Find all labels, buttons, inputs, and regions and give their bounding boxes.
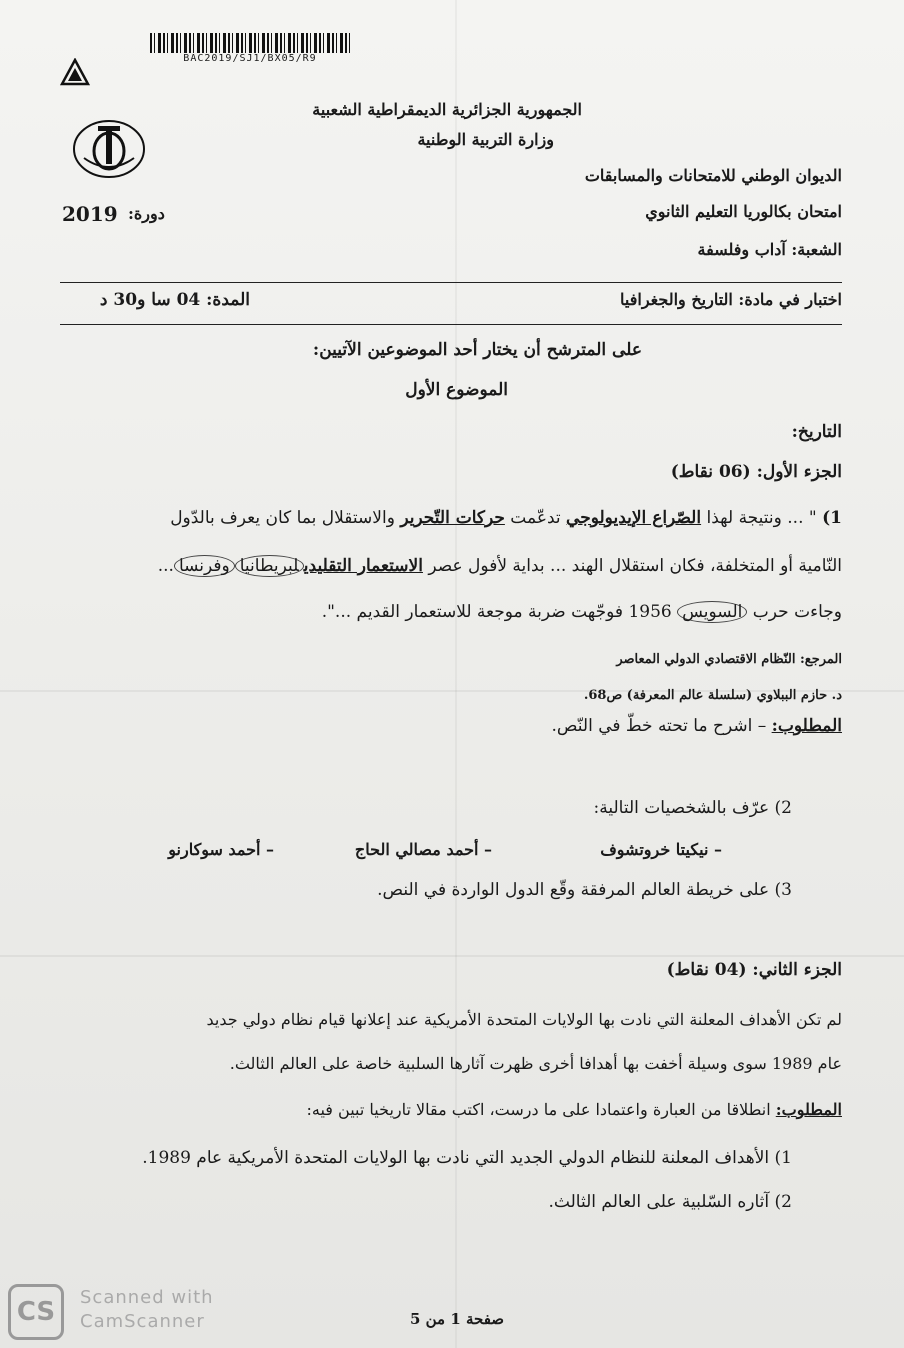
- circled-place: السويس: [677, 601, 747, 623]
- branch: الشعبة: آداب وفلسفة: [697, 240, 842, 259]
- reference-author: د. حازم الببلاوي (سلسلة عالم المعرفة) ص68.: [583, 688, 842, 703]
- underlined-term: الصّراع الإيديولوجي: [566, 508, 702, 528]
- person-sukarno: – أحمد سوكارنو: [168, 840, 274, 859]
- session-year: 2019: [62, 202, 118, 226]
- divider: [60, 324, 842, 325]
- part1-title: الجزء الأول: (06 نقاط): [670, 462, 842, 482]
- circled-country: لبريطانيا: [235, 555, 304, 577]
- duration-value: 04 سا و30 د: [99, 290, 201, 310]
- text-segment: والاستقلال بما كان يعرف بالدّول: [170, 508, 401, 528]
- ministry-emblem-icon: [70, 118, 148, 180]
- scanner-line-1: Scanned with: [80, 1287, 214, 1308]
- person-messali-hadj: – أحمد مصالي الحاج: [354, 840, 492, 859]
- text-segment: " ... ونتيجة لهذا: [701, 508, 817, 528]
- session-label: دورة:: [128, 204, 165, 223]
- part2-title: الجزء الثاني: (04 نقاط): [666, 960, 842, 980]
- page-number: صفحة 1 من 5: [409, 1310, 505, 1328]
- history-title: التاريخ:: [791, 422, 842, 442]
- text-segment: وجاءت حرب: [747, 602, 842, 622]
- required-text: انطلاقا من العبارة واعتمادا على ما درست، اكتب مقالا تاريخيا تبين فيه:: [306, 1100, 776, 1119]
- choose-instruction: على المترشح أن يختار أحد الموضوعين الآتيين:: [312, 340, 642, 360]
- fold-line: [0, 955, 904, 957]
- text-segment: النّامية أو المتخلفة، فكان استقلال الهند ... بداية لأفول عصر: [422, 556, 842, 576]
- text-line-3: [60, 602, 842, 622]
- required-label: المطلوب:: [771, 716, 842, 736]
- subject: اختبار في مادة: التاريخ والجغرافيا: [620, 290, 842, 309]
- barcode-text: BAC2019/SJ1/BX05/R9: [183, 53, 317, 64]
- part2-text-line-1: لم تكن الأهداف المعلنة التي نادت بها الولايات المتحدة الأمريكية عند إعلانها قيام نظام دولي جديد: [206, 1010, 842, 1029]
- exam-name: امتحان بكالوريا التعليم الثانوي: [645, 202, 842, 221]
- republic-name: الجمهورية الجزائرية الديمقراطية الشعبية: [312, 100, 582, 119]
- barcode: [150, 33, 350, 53]
- required-text: – اشرح ما تحته خطّ في النّص.: [551, 716, 772, 736]
- duration: [60, 290, 250, 310]
- question-3: 3) على خريطة العالم المرفقة وقّع الدول الواردة في النص.: [377, 880, 792, 900]
- question-2: 2) عرّف بالشخصيات التالية:: [593, 798, 792, 818]
- text-segment: 1956 فوجّهت ضربة موجعة للاستعمار القديم ...".: [321, 602, 678, 622]
- topic-title: الموضوع الأول: [405, 380, 508, 400]
- exam-office: الديوان الوطني للامتحانات والمسابقات: [584, 166, 842, 185]
- duration-label: المدة:: [206, 290, 250, 310]
- text-segment: تدعّمت: [504, 508, 567, 528]
- part2-text-line-2: عام 1989 سوى وسيلة أخفت بها أهدافا أخرى ظهرت آثارها السلبية خاصة على العالم الثالث.: [229, 1054, 842, 1073]
- question-number: 1): [822, 508, 842, 528]
- part2-item-1: 1) الأهداف المعلنة للنظام الدولي الجديد التي نادت بها الولايات المتحدة الأمريكية عام 1989.: [142, 1148, 792, 1168]
- required-label: المطلوب:: [775, 1100, 842, 1119]
- underlined-term: حركات التّحرير: [400, 508, 505, 528]
- reference-title: المرجع: النّظام الاقتصادي الدولي المعاصر: [616, 652, 842, 667]
- required-part1: [60, 716, 842, 736]
- scanner-line-2: CamScanner: [80, 1311, 205, 1332]
- ministry-name: وزارة التربية الوطنية: [417, 130, 554, 149]
- fold-line: [455, 0, 457, 1348]
- underlined-term: الاستعمار التقليدي: [303, 556, 423, 576]
- camscanner-logo-icon: CS: [8, 1284, 64, 1340]
- person-khrushchev: – نيكيتا خروتشوف: [600, 840, 722, 859]
- required-part2: [60, 1100, 842, 1119]
- circled-country: وفرنسا: [174, 555, 235, 577]
- text-line-1: [60, 508, 842, 528]
- part2-item-2: 2) آثاره السّلبية على العالم الثالث.: [548, 1192, 792, 1212]
- triangle-mark-icon: [60, 58, 90, 86]
- text-line-2: [60, 556, 842, 576]
- scanner-watermark: [80, 1286, 214, 1334]
- divider: [60, 282, 842, 283]
- text-segment: ...: [157, 556, 174, 576]
